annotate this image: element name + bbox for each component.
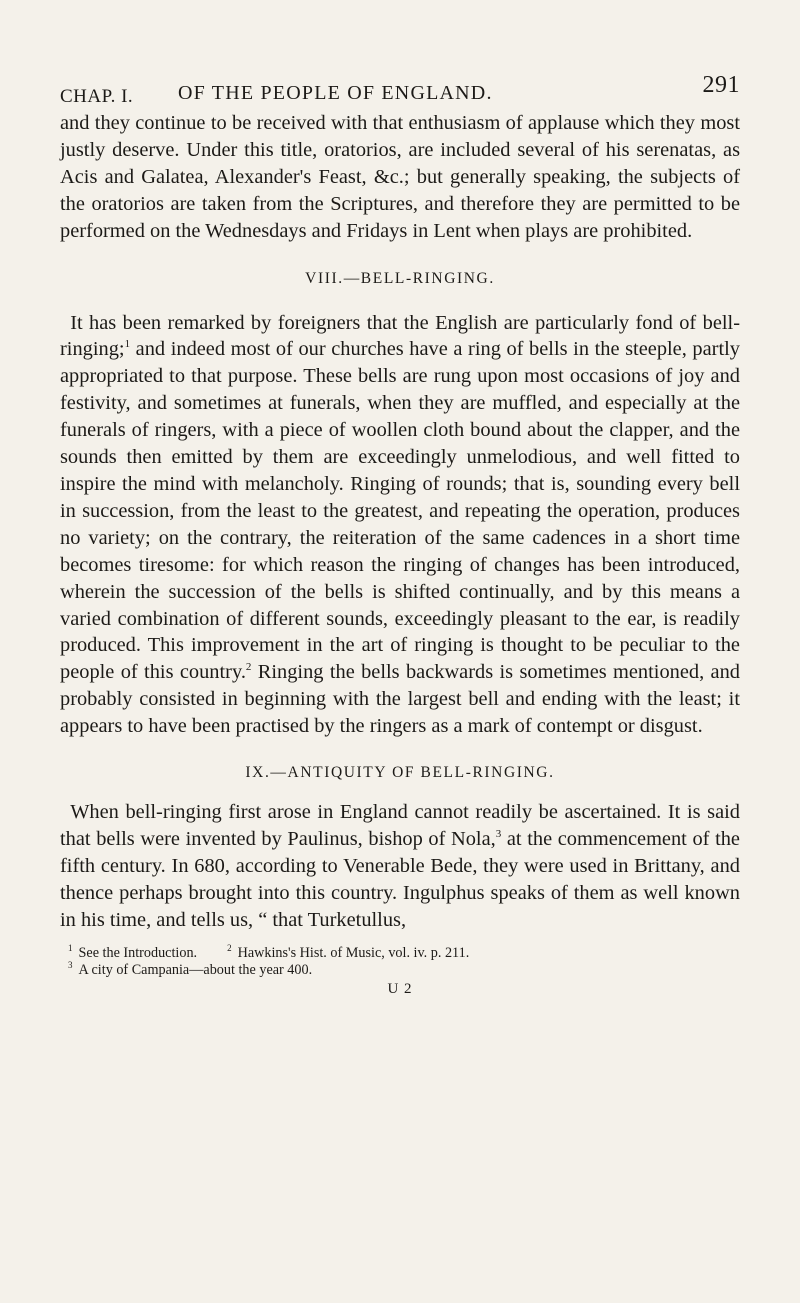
footnote-ref-3: 3 bbox=[495, 828, 502, 841]
chapter-label: CHAP. I. bbox=[60, 86, 134, 107]
bell-ringing-text-part-3: Ringing the bells backwards is sometimes mentioned, and probably consisted in beginning with the largest bell and ending with the least; it appears to have been practised by the ringers as a mark of contempt or disgust. bbox=[60, 661, 740, 738]
footnote-2-mark: 2 bbox=[227, 942, 232, 953]
footnote-3-text: A city of Campania—about the year 400. bbox=[78, 961, 313, 978]
section-heading-bell-ringing: VIII.—BELL-RINGING. bbox=[305, 269, 495, 287]
bell-ringing-paragraph bbox=[60, 310, 740, 741]
footnote-1-text: See the Introduction. bbox=[78, 944, 198, 961]
bell-ringing-text-part-1: It has been remarked by foreigners that the English are particularly fond of bell-ringing; bbox=[60, 311, 740, 361]
bell-ringing-text-part-2: and indeed most of our churches have a ring of bells in the steeple, partly appropriated to that purpose. These bells are rung upon most occasions of joy and festivity, and sometimes at funerals, when they are muffled, and especially at the funerals of ringers, with a piece of woollen cloth bound about the clapper, and the sounds then emitted by them are exceedingly unmelodious, and well fitted to inspire the mind with melancholy. Ringing of rounds; that is, sounding every bell in succession, from the least to the greatest, and repeating the operation, produces no variety; on the contrary, the reiteration of the same cadences in a short time becomes tiresome: for which reason the ringing of changes has been introduced, wherein the succession of the bells is shifted continually, and by this means a varied combination of different sounds, exceedingly pleasant to the ear, is readily produced. This improvement in the art of ringing is thought to be peculiar to the people of this country. bbox=[60, 338, 740, 684]
footnote-3 bbox=[68, 959, 313, 979]
antiquity-text-part-1: When bell-ringing first arose in England cannot readily be ascertained. It is said that bells were invented by Paulinus, bishop of Nola, bbox=[60, 801, 740, 850]
footnotes bbox=[60, 942, 740, 979]
book-page bbox=[60, 68, 740, 998]
running-head bbox=[60, 68, 740, 108]
footnote-ref-2: 2 bbox=[245, 661, 252, 674]
running-title: OF THE PEOPLE OF ENGLAND. bbox=[178, 82, 493, 104]
footnote-1 bbox=[68, 942, 198, 962]
footnote-1-mark: 1 bbox=[68, 942, 73, 953]
page-number: 291 bbox=[702, 72, 740, 98]
footnote-2 bbox=[227, 942, 470, 962]
section-heading-antiquity: IX.—ANTIQUITY OF BELL-RINGING. bbox=[245, 764, 555, 782]
antiquity-text-part-2: at the commencement of the fifth century. In 680, according to Venerable Bede, they were used in Brittany, and thence perhaps brought into this country. Ingulphus speaks of them as well known in his time, and tells us, “ that Turketullus, bbox=[60, 827, 740, 931]
antiquity-paragraph bbox=[60, 799, 740, 934]
footnote-line-1 bbox=[68, 942, 740, 962]
footnote-3-mark: 3 bbox=[68, 959, 73, 970]
signature-mark: U 2 bbox=[387, 980, 413, 997]
continuation-paragraph bbox=[60, 110, 740, 245]
footnote-line-2 bbox=[68, 959, 740, 979]
footnote-2-text: Hawkins's Hist. of Music, vol. iv. p. 211. bbox=[237, 944, 470, 961]
continuation-text: and they continue to be received with that enthusiasm of applause which they most justly deserve. Under this title, oratorios, are included several of his serenatas, as Acis and Galatea, Alexander's Feast, &c.; but generally speaking, the subjects of the oratorios are taken from the Scriptures, and therefore they are permitted to be performed on the Wednesdays and Fridays in Lent when plays are prohibited. bbox=[60, 112, 740, 242]
footnote-ref-1: 1 bbox=[124, 338, 131, 351]
